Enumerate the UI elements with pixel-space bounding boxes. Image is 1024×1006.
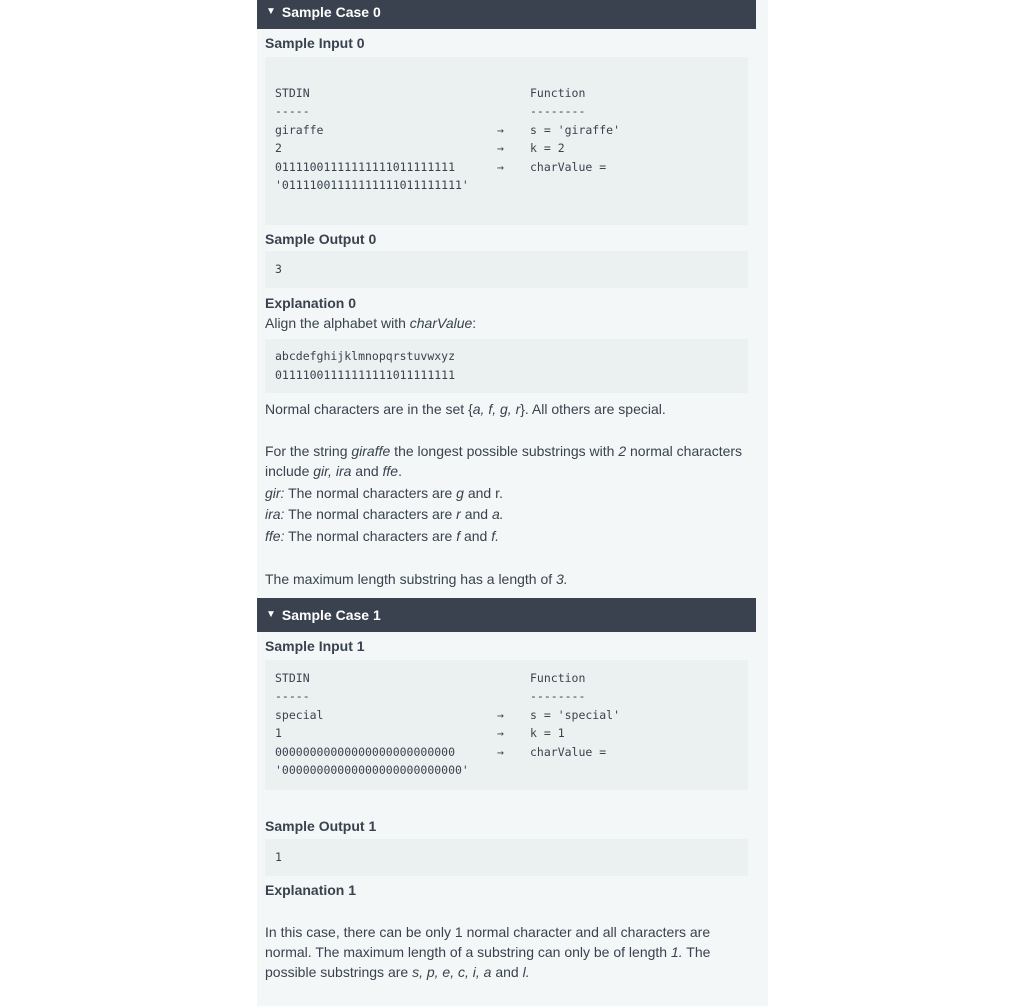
sample-input-1-label: Sample Input 1 — [265, 638, 365, 654]
function-dash: -------- — [530, 104, 586, 118]
normal-set-text: Normal characters are in the set {a, f, g, r}. All others are special. — [265, 401, 666, 417]
continuation-value: '01111001111111111011111111' — [275, 178, 469, 192]
sample-case-0-title: Sample Case 0 — [281, 4, 381, 20]
stdin-header: STDIN — [275, 671, 310, 685]
function-value: s = 'special' — [530, 708, 621, 722]
function-header: Function — [530, 86, 586, 100]
stdin-value: giraffe — [275, 123, 324, 137]
function-dash: -------- — [530, 689, 586, 703]
stdin-value: 00000000000000000000000000 — [275, 745, 456, 759]
sample-case-0-header[interactable] — [257, 0, 756, 29]
sample-output-1-box — [265, 839, 748, 876]
sample-input-0-label: Sample Input 0 — [265, 35, 365, 51]
sample-case-1-title: Sample Case 1 — [281, 607, 381, 623]
output-value: 3 — [275, 262, 282, 276]
alphabet-row: abcdefghijklmnopqrstuvwxyz — [275, 349, 456, 363]
arrow-icon: → — [497, 745, 504, 759]
stdin-value: special — [275, 708, 324, 722]
sample-output-0-label: Sample Output 0 — [265, 231, 377, 247]
output-value: 1 — [275, 850, 282, 864]
stdin-header: STDIN — [275, 86, 310, 100]
arrow-icon: → — [497, 160, 504, 174]
function-value: k = 1 — [530, 726, 565, 740]
explanation-1-text: In this case, there can be only 1 normal character and all characters are normal. The maximum length of a substring can only be of length 1. The possible substrings are s, p, e, c, i, a and l. — [265, 924, 711, 980]
function-value: k = 2 — [530, 141, 565, 155]
longest-substring-text: For the string giraffe the longest possible substrings with 2 normal characters include gir, ira and ffe. — [265, 443, 743, 479]
sample-input-1-box — [265, 660, 748, 790]
substring-ira-text: ira: The normal characters are r and a. — [265, 506, 504, 522]
stdin-value: 01111001111111111011111111 — [275, 160, 456, 174]
stdin-value: 2 — [275, 141, 282, 155]
sample-output-0-box — [265, 251, 748, 288]
arrow-icon: → — [497, 708, 504, 722]
explanation-align-text: Align the alphabet with charValue: — [265, 315, 477, 331]
stdin-value: 1 — [275, 726, 282, 740]
sample-output-1-label: Sample Output 1 — [265, 818, 377, 834]
explanation-1-label: Explanation 1 — [265, 882, 357, 898]
max-length-text: The maximum length substring has a length of 3. — [265, 571, 568, 587]
function-header: Function — [530, 671, 586, 685]
substring-gir-text: gir: The normal characters are g and r. — [265, 485, 503, 501]
alphabet-box — [265, 339, 748, 393]
caret-down-icon: ▼ — [266, 6, 276, 17]
stdin-dash: ----- — [275, 104, 310, 118]
explanation-0-label: Explanation 0 — [265, 295, 357, 311]
stdin-dash: ----- — [275, 689, 310, 703]
continuation-value: '00000000000000000000000000' — [275, 763, 469, 777]
arrow-icon: → — [497, 726, 504, 740]
substring-ffe-text: ffe: The normal characters are f and f. — [265, 528, 499, 544]
function-value: s = 'giraffe' — [530, 123, 621, 137]
alphabet-values-row: 01111001111111111011111111 — [275, 368, 456, 382]
sample-input-0-box — [265, 57, 748, 225]
arrow-icon: → — [497, 123, 504, 137]
arrow-icon: → — [497, 141, 504, 155]
caret-down-icon: ▼ — [266, 609, 276, 620]
sample-case-1-header[interactable] — [257, 598, 756, 632]
function-value: charValue = — [530, 745, 607, 759]
function-value: charValue = — [530, 160, 607, 174]
